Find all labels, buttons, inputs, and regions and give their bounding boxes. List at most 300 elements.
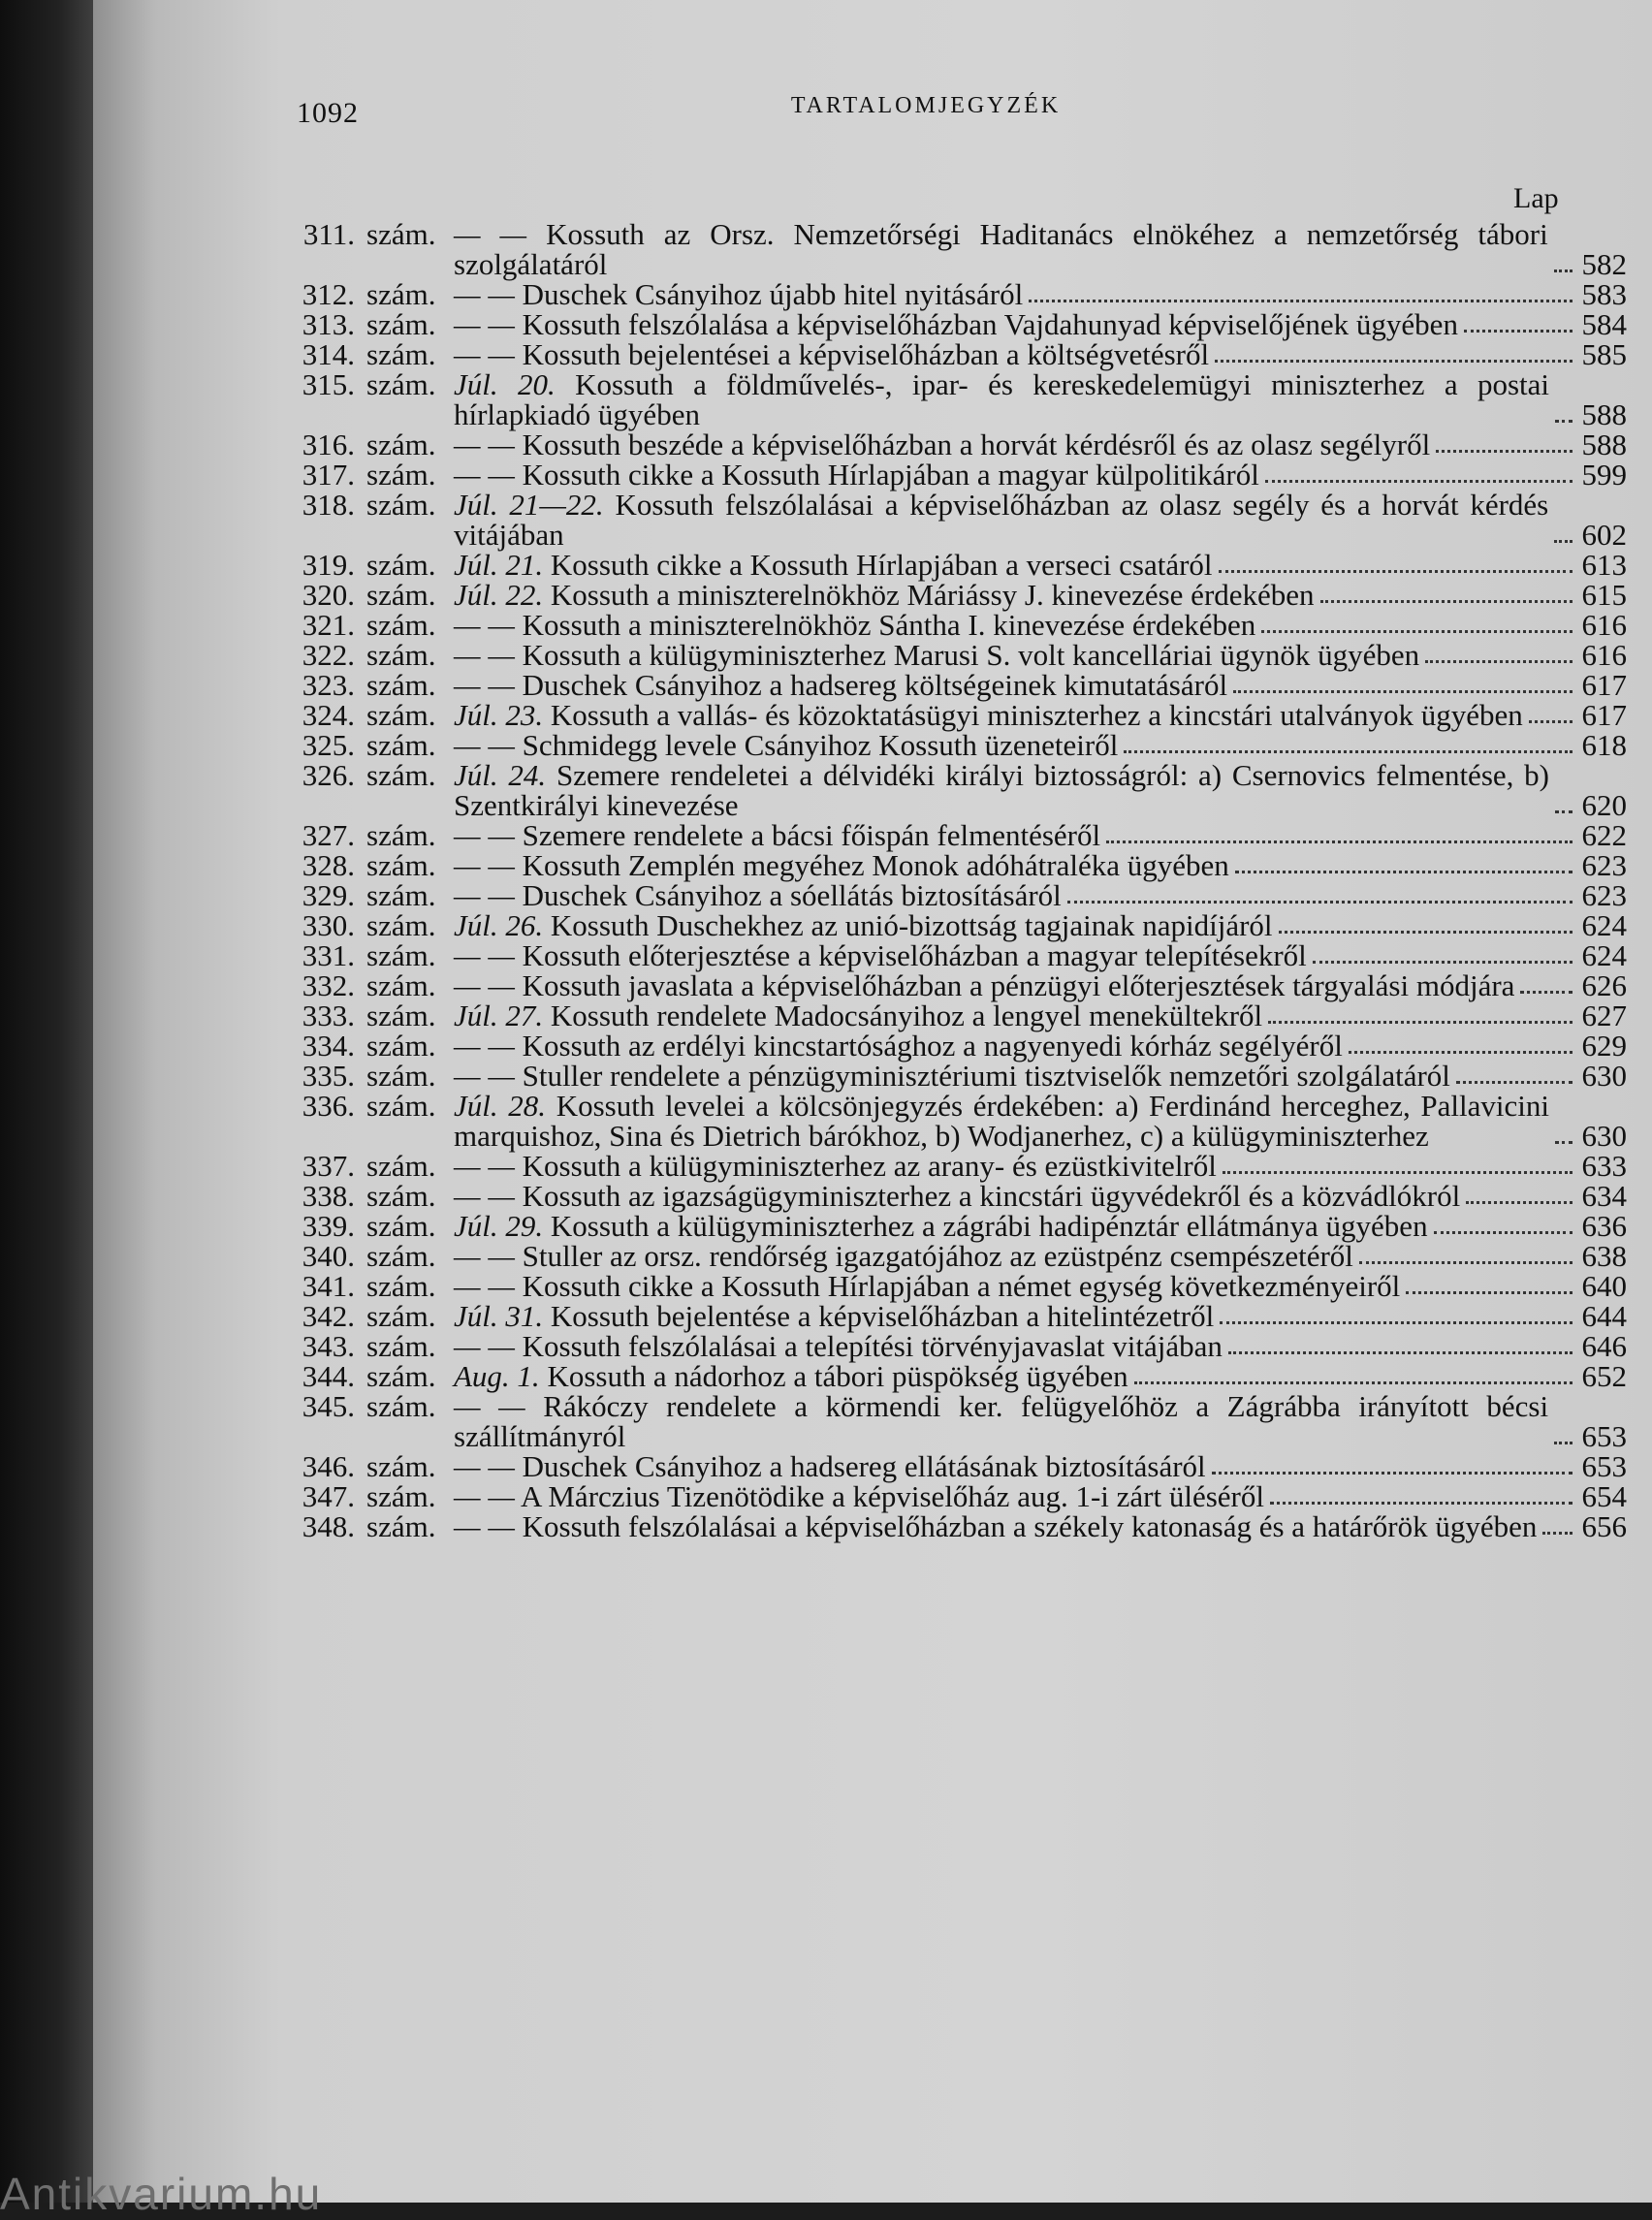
entry-szam-label: szám. (366, 999, 436, 1032)
entry-title (450, 580, 1576, 610)
entry-number: 318. (302, 488, 355, 522)
dot-leader (1270, 1501, 1573, 1505)
entry-page-reference: 584 (1581, 307, 1627, 341)
entry-number: 335. (302, 1059, 355, 1093)
entry-date: — — (454, 608, 515, 642)
toc-entry (277, 1511, 1636, 1541)
entry-title-text (454, 850, 1229, 880)
entry-description: Duschek Csányihoz a sóellátás biztosításáról (522, 878, 1062, 912)
entry-title (450, 339, 1576, 369)
entry-description: Duschek Csányihoz újabb hitel nyitásáról (522, 277, 1024, 311)
entry-title (450, 730, 1576, 760)
toc-entry (277, 339, 1636, 369)
entry-title (450, 880, 1576, 910)
entry-description: Kossuth Zemplén megyéhez Monok adóhátraléka ügyében (522, 848, 1229, 882)
entry-title-text (454, 730, 1118, 760)
entry-number: 326. (302, 758, 355, 792)
entry-number: 337. (302, 1149, 355, 1183)
entry-date: — — (454, 848, 515, 882)
toc-entry (277, 1301, 1636, 1331)
entry-szam-label: szám. (366, 277, 436, 311)
entry-description: Kossuth az Orsz. Nemzetőrségi Haditanács elnökéhez a nemzetőrség tábori szolgálatáról (454, 217, 1548, 281)
dot-leader (1555, 809, 1573, 813)
entry-title-text (454, 369, 1549, 429)
entry-number: 327. (302, 818, 355, 852)
watermark: Antikvarium.hu (0, 2169, 323, 2219)
entry-number: 346. (302, 1449, 355, 1483)
entry-description: Schmidegg levele Csányihoz Kossuth üzeneteiről (522, 728, 1119, 762)
entry-date: — — (454, 638, 515, 672)
dot-leader (1067, 900, 1573, 904)
toc-entry (277, 219, 1636, 279)
entry-page-reference: 588 (1581, 397, 1627, 431)
entry-szam-label: szám. (366, 548, 436, 582)
entry-title-text (454, 1151, 1217, 1181)
entry-title-text (454, 429, 1430, 460)
dot-leader (1520, 990, 1573, 994)
entry-szam-label: szám. (366, 1329, 436, 1363)
entry-page-reference: 620 (1581, 788, 1627, 822)
entry-description: Kossuth a külügyminiszterhez Marusi S. volt kancelláriai ügynök ügyében (522, 638, 1420, 672)
entry-title (450, 1241, 1576, 1271)
entry-description: Kossuth a külügyminiszterhez az arany- és ezüstkivitelről (522, 1149, 1217, 1183)
entry-number: 345. (302, 1389, 355, 1423)
entry-page-reference: 585 (1581, 337, 1627, 371)
entry-szam-label: szám. (366, 638, 436, 672)
toc-entry (277, 1241, 1636, 1271)
toc-entry (277, 580, 1636, 610)
entry-szam-label: szám. (366, 668, 436, 702)
entry-page-reference: 618 (1581, 728, 1627, 762)
entry-description: Szemere rendelete a bácsi főispán felmentéséről (522, 818, 1101, 852)
dot-leader (1555, 1140, 1573, 1144)
entry-title (450, 429, 1576, 460)
entry-date: — — (454, 337, 515, 371)
entry-title (450, 1511, 1576, 1541)
entry-date: Júl. 26. (454, 908, 544, 942)
dot-leader (1320, 599, 1573, 603)
entry-title (450, 760, 1576, 820)
page-column-header: Lap (1513, 182, 1559, 214)
entry-szam-label: szám. (366, 608, 436, 642)
entry-date: — — (454, 1389, 525, 1423)
entry-title-text (454, 219, 1548, 279)
entry-page-reference: 644 (1581, 1299, 1627, 1333)
entry-title (450, 550, 1576, 580)
entry-page-reference: 630 (1581, 1119, 1627, 1153)
dot-leader (1106, 840, 1573, 843)
entry-title-text (454, 970, 1514, 1000)
entry-title-text (454, 339, 1209, 369)
entry-title (450, 1211, 1576, 1241)
toc-entry (277, 490, 1636, 550)
entry-description: Kossuth bejelentései a képviselőházban a költségvetésről (522, 337, 1210, 371)
entry-date: — — (454, 1239, 515, 1273)
entry-date: — — (454, 1509, 515, 1543)
entry-title (450, 940, 1576, 970)
entry-title-text (454, 880, 1062, 910)
entry-number: 336. (302, 1089, 355, 1123)
entry-number: 319. (302, 548, 355, 582)
dot-leader (1029, 299, 1573, 302)
entry-title-text (454, 279, 1023, 309)
entry-number: 331. (302, 938, 355, 972)
dot-leader (1220, 1320, 1573, 1324)
entry-number: 317. (302, 458, 355, 492)
entry-title-text (454, 550, 1213, 580)
entry-title (450, 490, 1576, 550)
toc-entry (277, 1151, 1636, 1181)
entry-page-reference: 588 (1581, 428, 1627, 461)
entry-description: Kossuth cikke a Kossuth Hírlapjában a magyar külpolitikáról (522, 458, 1259, 492)
entry-title-text (454, 1361, 1128, 1391)
dot-leader (1261, 629, 1573, 633)
dot-leader (1268, 1020, 1573, 1024)
entry-number: 334. (302, 1029, 355, 1062)
entry-title-text (454, 1031, 1343, 1061)
entry-description: A Márczius Tizenötödike a képviselőház aug. 1-i zárt üléséről (520, 1479, 1264, 1513)
entry-szam-label: szám. (366, 1509, 436, 1543)
entry-szam-label: szám. (366, 1299, 436, 1333)
entry-title (450, 1181, 1576, 1211)
entry-title-text (454, 309, 1458, 339)
entry-title (450, 700, 1576, 730)
entry-title-text (454, 610, 1255, 640)
entry-szam-label: szám. (366, 1059, 436, 1093)
entry-page-reference: 652 (1581, 1359, 1627, 1393)
entry-szam-label: szám. (366, 698, 436, 732)
entry-date: — — (454, 1149, 515, 1183)
entry-title (450, 670, 1576, 700)
entry-date: — — (454, 1269, 515, 1303)
toc-entry (277, 1061, 1636, 1091)
entry-date: — — (454, 428, 515, 461)
entry-number: 321. (302, 608, 355, 642)
entry-description: Kossuth a nádorhoz a tábori püspökség ügyében (547, 1359, 1128, 1393)
toc-entry (277, 1031, 1636, 1061)
entry-description: Kossuth levelei a kölcsönjegyzés érdekében: a) Ferdinánd herceghez, Pallavicini marquishoz, Sina és Dietrich bárókhoz, b) Wodjanerhez, c) a külügyminiszterhez (454, 1089, 1549, 1153)
entry-description: Kossuth cikke a Kossuth Hírlapjában a német egység következményeiről (522, 1269, 1401, 1303)
entry-page-reference: 613 (1581, 548, 1627, 582)
entry-szam-label: szám. (366, 458, 436, 492)
entry-date: Júl. 24. (454, 758, 547, 792)
entry-szam-label: szám. (366, 1389, 436, 1423)
dot-leader (1228, 1350, 1573, 1354)
toc-entry (277, 1391, 1636, 1451)
entry-szam-label: szám. (366, 367, 436, 401)
entry-date: — — (454, 938, 515, 972)
entry-number: 348. (302, 1509, 355, 1543)
running-head: TARTALOMJEGYZÉK (790, 93, 1062, 118)
dot-leader (1542, 1531, 1573, 1535)
entry-number: 312. (302, 277, 355, 311)
entry-szam-label: szám. (366, 1359, 436, 1393)
entry-szam-label: szám. (366, 1479, 436, 1513)
entry-szam-label: szám. (366, 968, 436, 1002)
entry-szam-label: szám. (366, 1179, 436, 1213)
toc-entry (277, 550, 1636, 580)
entry-szam-label: szám. (366, 938, 436, 972)
entry-date: — — (454, 1449, 515, 1483)
entry-szam-label: szám. (366, 1239, 436, 1273)
entry-title (450, 309, 1576, 339)
entry-title (450, 850, 1576, 880)
entry-page-reference: 599 (1581, 458, 1627, 492)
toc-entry (277, 1181, 1636, 1211)
entry-title-text (454, 910, 1273, 940)
entry-page-reference: 653 (1581, 1449, 1627, 1483)
table-of-contents (277, 219, 1636, 1541)
entry-date: — — (454, 217, 527, 251)
entry-page-reference: 623 (1581, 848, 1627, 882)
dot-leader (1529, 719, 1573, 723)
dot-leader (1124, 749, 1573, 753)
toc-entry (277, 1361, 1636, 1391)
entry-date: — — (454, 728, 515, 762)
entry-page-reference: 656 (1581, 1509, 1627, 1543)
entry-page-reference: 627 (1581, 999, 1627, 1032)
toc-entry (277, 309, 1636, 339)
entry-number: 347. (302, 1479, 355, 1513)
entry-szam-label: szám. (366, 578, 436, 612)
entry-page-reference: 633 (1581, 1149, 1627, 1183)
entry-number: 316. (302, 428, 355, 461)
entry-number: 344. (302, 1359, 355, 1393)
toc-entry (277, 940, 1636, 970)
entry-description: Stuller rendelete a pénzügyminisztériumi tisztviselők nemzetőri szolgálatáról (522, 1059, 1450, 1093)
dot-leader (1425, 659, 1573, 663)
entry-page-reference: 634 (1581, 1179, 1627, 1213)
entry-page-reference: 616 (1581, 638, 1627, 672)
entry-szam-label: szám. (366, 728, 436, 762)
entry-szam-label: szám. (366, 217, 436, 251)
entry-number: 315. (302, 367, 355, 401)
entry-date: Júl. 23. (454, 698, 544, 732)
entry-date: — — (454, 1059, 515, 1093)
toc-entry (277, 1331, 1636, 1361)
entry-number: 332. (302, 968, 355, 1002)
entry-date: Júl. 21. (454, 548, 544, 582)
entry-number: 340. (302, 1239, 355, 1273)
entry-description: Kossuth a földművelés-, ipar- és kereskedelemügyi miniszterhez a postai hírlapkiadó ügyében (454, 367, 1550, 431)
entry-date: Júl. 21—22. (454, 488, 604, 522)
entry-date: — — (454, 1029, 515, 1062)
entry-szam-label: szám. (366, 1269, 436, 1303)
entry-page-reference: 617 (1581, 698, 1627, 732)
dot-leader (1265, 479, 1573, 483)
toc-entry (277, 700, 1636, 730)
entry-szam-label: szám. (366, 1149, 436, 1183)
entry-page-reference: 617 (1581, 668, 1627, 702)
entry-date: Júl. 22. (454, 578, 544, 612)
entry-title-text (454, 1301, 1214, 1331)
entry-szam-label: szám. (366, 1449, 436, 1483)
entry-szam-label: szám. (366, 848, 436, 882)
entry-page-reference: 623 (1581, 878, 1627, 912)
entry-title (450, 1361, 1576, 1391)
entry-description: Kossuth a miniszterelnökhöz Sántha I. kinevezése érdekében (522, 608, 1256, 642)
entry-page-reference: 654 (1581, 1479, 1627, 1513)
entry-page-reference: 622 (1581, 818, 1627, 852)
entry-szam-label: szám. (366, 307, 436, 341)
toc-entry (277, 460, 1636, 490)
entry-date: — — (454, 458, 515, 492)
toc-entry (277, 850, 1636, 880)
entry-title (450, 1061, 1576, 1091)
entry-title-text (454, 700, 1523, 730)
entry-title (450, 1451, 1576, 1481)
entry-title-text (454, 1511, 1537, 1541)
entry-description: Kossuth felszólalásai a képviselőházban az olasz segély és a horvát kérdés vitájában (454, 488, 1549, 552)
dot-leader (1554, 1441, 1573, 1444)
toc-entry (277, 760, 1636, 820)
entry-title (450, 1391, 1576, 1451)
entry-title-text (454, 1061, 1450, 1091)
entry-page-reference: 646 (1581, 1329, 1627, 1363)
entry-title-text (454, 580, 1315, 610)
entry-date: — — (454, 1329, 515, 1363)
entry-description: Duschek Csányihoz a hadsereg ellátásának biztosításáról (522, 1449, 1206, 1483)
dot-leader (1134, 1380, 1573, 1384)
toc-entry (277, 1091, 1636, 1151)
dot-leader (1456, 1080, 1573, 1084)
entry-szam-label: szám. (366, 818, 436, 852)
entry-description: Kossuth az erdélyi kincstartósághoz a nagyenyedi kórház segélyéről (522, 1029, 1343, 1062)
entry-description: Kossuth a külügyminiszterhez a zágrábi hadipénztár ellátmánya ügyében (550, 1209, 1428, 1243)
entry-date: — — (454, 277, 515, 311)
entry-title-text (454, 1211, 1428, 1241)
entry-title (450, 1301, 1576, 1331)
entry-date: — — (454, 668, 515, 702)
entry-szam-label: szám. (366, 1089, 436, 1123)
entry-title-text (454, 940, 1307, 970)
dot-leader (1554, 539, 1573, 543)
dot-leader (1406, 1290, 1573, 1294)
entry-title (450, 640, 1576, 670)
dot-leader (1215, 359, 1573, 363)
entry-page-reference: 636 (1581, 1209, 1627, 1243)
entry-szam-label: szám. (366, 488, 436, 522)
entry-title (450, 369, 1576, 429)
entry-page-reference: 615 (1581, 578, 1627, 612)
toc-entry (277, 1000, 1636, 1031)
entry-number: 314. (302, 337, 355, 371)
entry-date: Júl. 31. (454, 1299, 544, 1333)
entry-date: — — (454, 968, 515, 1002)
toc-entry (277, 970, 1636, 1000)
entry-title (450, 1000, 1576, 1031)
entry-date: Júl. 29. (454, 1209, 544, 1243)
entry-title (450, 1091, 1576, 1151)
entry-description: Kossuth rendelete Madocsányihoz a lengyel menekültekről (550, 999, 1263, 1032)
entry-title-text (454, 1331, 1223, 1361)
entry-title-text (454, 1000, 1262, 1031)
entry-description: Kossuth beszéde a képviselőházban a horvát kérdésről és az olasz segélyről (522, 428, 1431, 461)
entry-title (450, 970, 1576, 1000)
entry-page-reference: 583 (1581, 277, 1627, 311)
entry-title (450, 610, 1576, 640)
entry-date: Júl. 20. (454, 367, 556, 401)
entry-date: — — (454, 1479, 515, 1513)
dot-leader (1233, 689, 1573, 693)
entry-szam-label: szám. (366, 428, 436, 461)
entry-page-reference: 629 (1581, 1029, 1627, 1062)
entry-title-text (454, 1391, 1548, 1451)
entry-title-text (454, 670, 1227, 700)
entry-title (450, 279, 1576, 309)
toc-entry (277, 820, 1636, 850)
toc-entry (277, 670, 1636, 700)
entry-description: Kossuth előterjesztése a képviselőházban a magyar telepítésekről (522, 938, 1307, 972)
dot-leader (1466, 1200, 1573, 1204)
entry-szam-label: szám. (366, 878, 436, 912)
entry-number: 311. (302, 217, 355, 251)
entry-number: 323. (302, 668, 355, 702)
dot-leader (1349, 1050, 1573, 1054)
dot-leader (1464, 329, 1573, 333)
entry-page-reference: 638 (1581, 1239, 1627, 1273)
entry-title (450, 1151, 1576, 1181)
toc-entry (277, 1211, 1636, 1241)
entry-number: 324. (302, 698, 355, 732)
entry-description: Rákóczy rendelete a körmendi ker. felügyelőhöz a Zágrábba irányított bécsi szállítmányról (454, 1389, 1549, 1453)
entry-title-text (454, 490, 1548, 550)
entry-number: 313. (302, 307, 355, 341)
entry-szam-label: szám. (366, 908, 436, 942)
entry-description: Kossuth javaslata a képviselőházban a pénzügyi előterjesztések tárgyalási módjára (522, 968, 1515, 1002)
dot-leader (1434, 1230, 1573, 1234)
entry-page-reference: 602 (1581, 518, 1627, 552)
entry-date: Aug. 1. (454, 1359, 540, 1393)
toc-entry (277, 369, 1636, 429)
book-page (93, 0, 1652, 2203)
entry-title (450, 910, 1576, 940)
toc-entry (277, 730, 1636, 760)
entry-number: 339. (302, 1209, 355, 1243)
entry-title (450, 219, 1576, 279)
entry-description: Kossuth az igazságügyminiszterhez a kincstári ügyvédekről és a közvádlókról (522, 1179, 1461, 1213)
toc-entry (277, 429, 1636, 460)
entry-date: — — (454, 1179, 515, 1213)
page-number: 1092 (297, 97, 359, 129)
dot-leader (1212, 1471, 1573, 1475)
dot-leader (1313, 960, 1573, 964)
entry-description: Kossuth felszólalásai a képviselőházban a székely katonaság és a határőrök ügyében (522, 1509, 1538, 1543)
entry-number: 322. (302, 638, 355, 672)
entry-page-reference: 653 (1581, 1419, 1627, 1453)
dot-leader (1436, 449, 1573, 453)
entry-description: Kossuth cikke a Kossuth Hírlapjában a verseci csatáról (550, 548, 1213, 582)
entry-page-reference: 582 (1581, 247, 1627, 281)
entry-title (450, 1481, 1576, 1511)
entry-title-text (454, 1451, 1206, 1481)
entry-number: 342. (302, 1299, 355, 1333)
entry-number: 328. (302, 848, 355, 882)
toc-entry (277, 880, 1636, 910)
dot-leader (1555, 419, 1573, 423)
dot-leader (1279, 930, 1573, 934)
entry-title-text (454, 820, 1100, 850)
entry-page-reference: 616 (1581, 608, 1627, 642)
entry-date: — — (454, 307, 515, 341)
entry-szam-label: szám. (366, 1209, 436, 1243)
entry-title (450, 1331, 1576, 1361)
entry-description: Kossuth bejelentése a képviselőházban a hitelintézetről (550, 1299, 1215, 1333)
entry-title (450, 1271, 1576, 1301)
toc-entry (277, 610, 1636, 640)
entry-title-text (454, 1271, 1400, 1301)
entry-number: 325. (302, 728, 355, 762)
